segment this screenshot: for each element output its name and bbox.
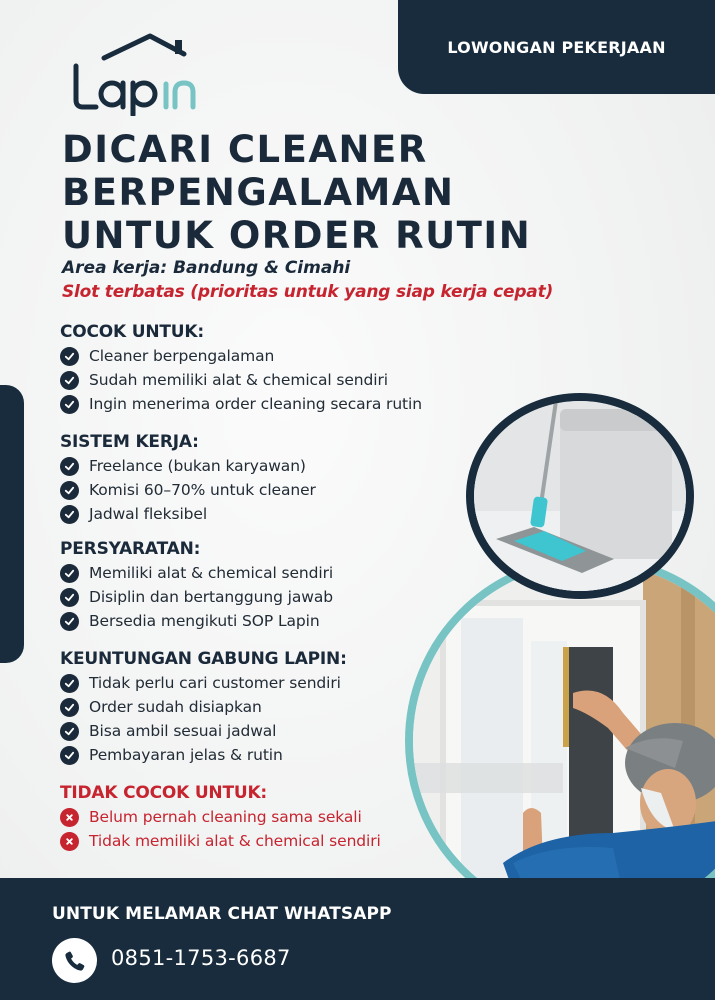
check-circle-icon [60, 371, 79, 390]
list-item [60, 609, 333, 633]
item-label: Sudah memiliki alat & chemical sendiri [89, 371, 388, 389]
check-circle-icon [60, 347, 79, 366]
item-label: Cleaner berpengalaman [89, 347, 275, 365]
section-title: KEUNTUNGAN GABUNG LAPIN: [60, 649, 347, 669]
item-label: Order sudah disiapkan [89, 698, 262, 716]
item-label: Freelance (bukan karyawan) [89, 457, 306, 475]
footer-bar [0, 878, 715, 1000]
list-item [60, 502, 316, 526]
item-label: Bersedia mengikuti SOP Lapin [89, 612, 320, 630]
item-label: Belum pernah cleaning sama sekali [89, 808, 362, 826]
list-item [60, 829, 381, 853]
section-title: TIDAK COCOK UNTUK: [60, 783, 268, 803]
check-circle-icon [60, 722, 79, 741]
item-label: Disiplin dan bertanggung jawab [89, 588, 333, 606]
headline [62, 128, 531, 257]
headline-line-3: UNTUK ORDER RUTIN [62, 214, 532, 257]
item-label: Memiliki alat & chemical sendiri [89, 564, 334, 582]
slot-notice: Slot terbatas (prioritas untuk yang siap kerja cepat) [62, 282, 554, 302]
check-circle-icon [60, 505, 79, 524]
section-title: SISTEM KERJA: [60, 432, 199, 452]
mop-cleaning-floor-photo [466, 393, 694, 599]
phone-icon [52, 938, 97, 983]
worker-cleaning-window-photo [405, 555, 715, 927]
top-banner [398, 0, 715, 94]
check-circle-icon [60, 564, 79, 583]
item-label: Pembayaran jelas & rutin [89, 746, 283, 764]
item-label: Jadwal fleksibel [89, 505, 208, 523]
list-item [60, 585, 333, 609]
list-item [60, 478, 316, 502]
list-item [60, 561, 333, 585]
phone-number[interactable]: 0851-1753-6687 [111, 946, 291, 970]
apply-instruction: UNTUK MELAMAR CHAT WHATSAPP [52, 904, 392, 924]
check-circle-icon [60, 674, 79, 693]
list-item [60, 454, 316, 478]
lapin-logo [68, 30, 203, 116]
left-decorative-tab [0, 385, 24, 663]
list-item [60, 743, 347, 767]
list-item [60, 695, 347, 719]
check-circle-icon [60, 588, 79, 607]
check-circle-icon [60, 698, 79, 717]
item-label: Tidak memiliki alat & chemical sendiri [89, 832, 381, 850]
check-circle-icon [60, 612, 79, 631]
list-item [60, 344, 422, 368]
section-title: PERSYARATAN: [60, 539, 201, 559]
x-circle-icon [60, 808, 79, 827]
section-persyaratan [60, 537, 333, 633]
check-circle-icon [60, 746, 79, 765]
banner-label: LOWONGAN PEKERJAAN [447, 37, 666, 57]
section-title: COCOK UNTUK: [60, 322, 204, 342]
list-item [60, 805, 381, 829]
section-cocok-untuk [60, 320, 422, 416]
work-area: Area kerja: Bandung & Cimahi [62, 258, 351, 278]
section-keuntungan [60, 647, 347, 767]
item-label: Tidak perlu cari customer sendiri [89, 674, 341, 692]
check-circle-icon [60, 395, 79, 414]
item-label: Bisa ambil sesuai jadwal [89, 722, 277, 740]
item-label: Ingin menerima order cleaning secara rutin [89, 395, 422, 413]
list-item [60, 392, 422, 416]
headline-line-1: DICARI CLEANER [62, 128, 428, 171]
check-circle-icon [60, 481, 79, 500]
list-item [60, 719, 347, 743]
x-circle-icon [60, 832, 79, 851]
check-circle-icon [60, 457, 79, 476]
item-label: Komisi 60–70% untuk cleaner [89, 481, 316, 499]
section-sistem-kerja [60, 430, 316, 526]
headline-line-2: BERPENGALAMAN [62, 171, 455, 214]
list-item [60, 671, 347, 695]
list-item [60, 368, 422, 392]
section-tidak-cocok [60, 781, 381, 853]
house-roof-icon [68, 30, 203, 116]
